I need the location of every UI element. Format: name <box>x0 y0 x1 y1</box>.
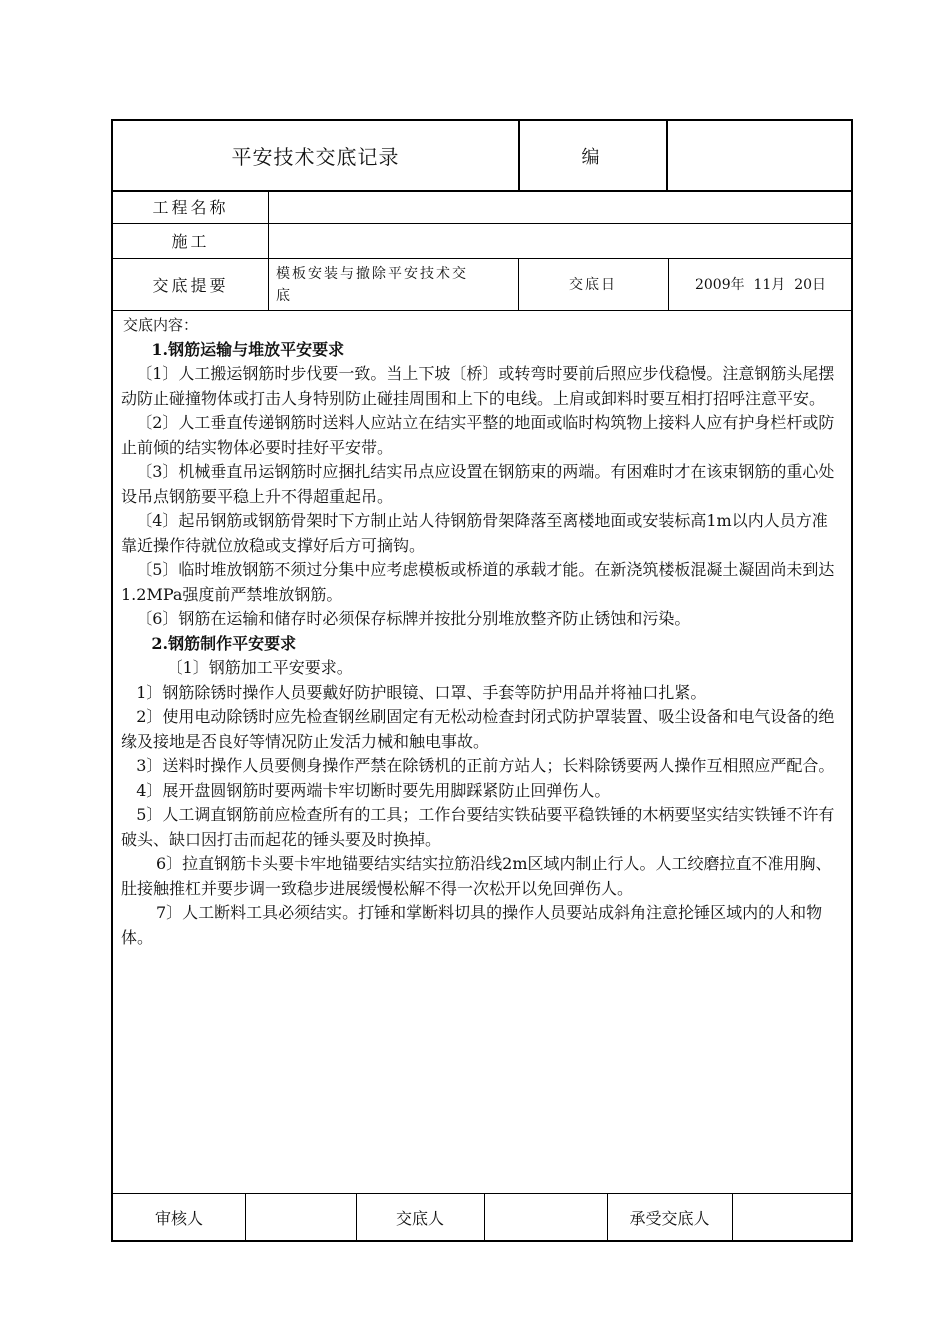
reviewer-value <box>245 1193 356 1242</box>
disclosure-content <box>121 313 835 950</box>
content-paragraph: 3〕送料时操作人员要侧身操作严禁在除锈机的正前方站人；长料除锈要两人操作互相照应严配合。 <box>136 756 835 775</box>
project-name-value <box>273 190 848 223</box>
receiver-label: 承受交底人 <box>629 1209 710 1228</box>
content-paragraph: 1.钢筋运输与堆放平安要求 <box>151 339 345 359</box>
col-divider <box>268 190 269 310</box>
receiver-value <box>732 1193 851 1242</box>
content-paragraph: 6〕拉直钢筋卡头要卡牢地锚要结实结实拉筋沿线2m区域内制止行人。人工绞磨拉直不准用胸、肚接触推杠并要步调一致稳步进展缓慢松解不得一次松开以免回弹伤人。 <box>121 854 832 898</box>
construction-value <box>273 223 848 258</box>
project-name-label: 工程名称 <box>152 198 229 217</box>
content-paragraph: 〔1〕人工搬运钢筋时步伐要一致。当上下坡〔桥〕或转弯时要前后照应步伐稳慢。注意钢筋头尾摆动防止碰撞物体或打击人身特别防止碰挂周围和上下的电线。上肩或卸料时要互相打招呼注意平安。 <box>121 364 835 408</box>
summary-value-line2: 底 <box>276 288 292 304</box>
presenter-label: 交底人 <box>395 1209 444 1228</box>
content-paragraph: 〔5〕临时堆放钢筋不须过分集中应考虑模板或桥道的承载才能。在新浇筑楼板混凝土凝固尚未到达1.2MPa强度前严禁堆放钢筋。 <box>121 560 835 604</box>
content-paragraph: 2〕使用电动除锈时应先检查钢丝刷固定有无松动检查封闭式防护罩装置、吸尘设备和电气设备的绝缘及接地是否良好等情况防止发活力械和触电事故。 <box>121 707 835 751</box>
presenter-value <box>484 1193 607 1242</box>
content-paragraph: 〔2〕人工垂直传递钢筋时送料人应站立在结实平整的地面或临时构筑物上接料人应有护身栏杆或防止前倾的结实物体必要时挂好平安带。 <box>121 413 835 457</box>
row-divider <box>113 310 851 311</box>
summary-value <box>276 260 516 310</box>
content-paragraph: 〔1〕钢筋加工平安要求。 <box>166 658 353 677</box>
disclosure-record-table <box>111 119 853 1242</box>
content-heading: 交底内容： <box>123 316 199 334</box>
summary-value-line1: 模板安装与撤除平安技术交 <box>276 266 468 282</box>
construction-label: 施工 <box>171 232 210 251</box>
document-title: 平安技术交底记录 <box>231 145 400 169</box>
code-label: 编 <box>581 146 603 168</box>
code-value <box>668 121 853 190</box>
summary-label: 交底提要 <box>152 275 229 295</box>
content-paragraph: 〔3〕机械垂直吊运钢筋时应捆扎结实吊点应设置在钢筋束的两端。有困难时才在该束钢筋的重心处设吊点钢筋要平稳上升不得超重起吊。 <box>121 462 835 506</box>
content-lines <box>121 338 835 951</box>
content-paragraph: 5〕人工调直钢筋前应检查所有的工具；工作台要结实铁砧要平稳铁锤的木柄要坚实结实铁锤不许有破头、缺口因打击而起花的锤头要及时换掉。 <box>121 805 835 849</box>
date-value: 2009年 11月 20日 <box>694 277 827 293</box>
content-paragraph: 〔4〕起吊钢筋或钢筋骨架时下方制止站人待钢筋骨架降落至离楼地面或安装标高1m以内人员方准靠近操作待就位放稳或支撑好后方可摘钩。 <box>121 511 828 555</box>
content-paragraph: 7〕人工断料工具必须结实。打锤和掌断料切具的操作人员要站成斜角注意抡锤区域内的人和物体。 <box>121 903 823 947</box>
content-paragraph: 〔6〕钢筋在运输和储存时必须保存标牌并按批分别堆放整齐防止锈蚀和污染。 <box>136 609 691 628</box>
content-paragraph: 4〕展开盘圆钢筋时要两端卡牢切断时要先用脚踩紧防止回弹伤人。 <box>136 780 611 800</box>
reviewer-label: 审核人 <box>154 1209 203 1228</box>
content-paragraph: 1〕钢筋除锈时操作人员要戴好防护眼镜、口罩、手套等防护用品并将袖口扎紧。 <box>136 682 707 702</box>
content-paragraph: 2.钢筋制作平安要求 <box>151 633 297 653</box>
date-label: 交底日 <box>569 277 617 293</box>
